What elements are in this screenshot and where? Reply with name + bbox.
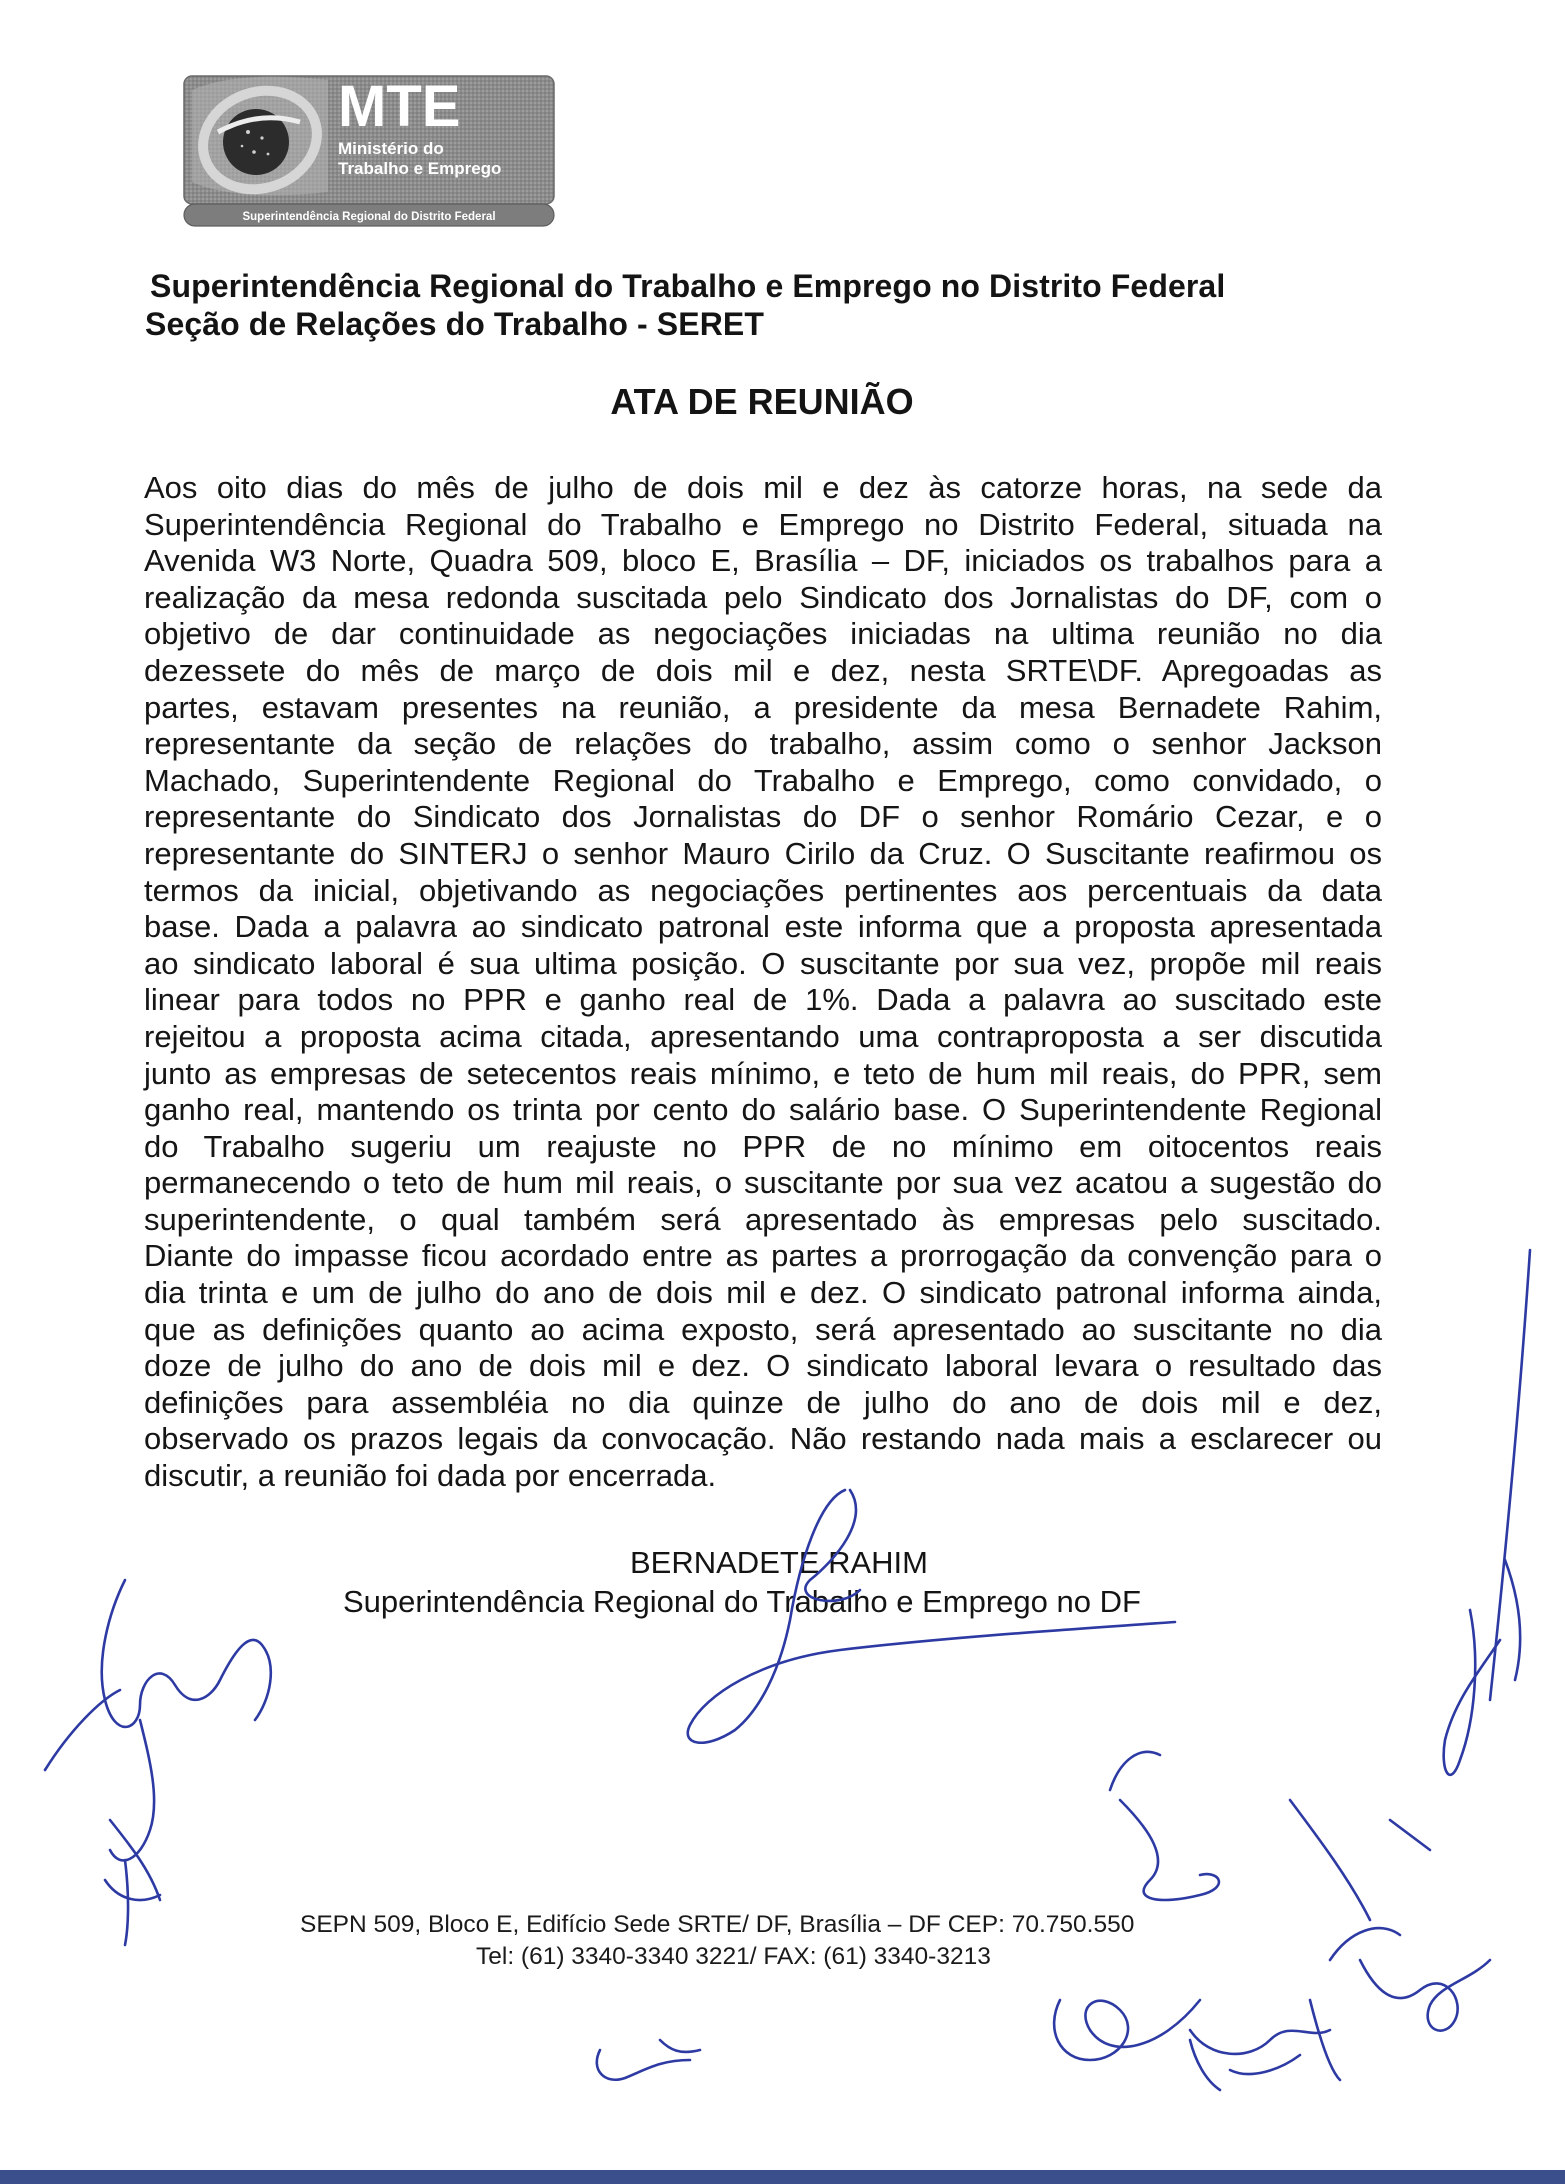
body-line: doze de julho do ano de dois mil e dez. O sindicato laboral levara o resultado das xyxy=(144,1348,1382,1384)
body-line: dia trinta e um de julho do ano de dois mil e dez. O sindicato patronal informa ainda, xyxy=(144,1275,1382,1311)
body-line: dezessete do mês de março de dois mil e dez, nesta SRTE\DF. Apregoadas as xyxy=(144,652,1382,688)
body-line: ao sindicato laboral é sua ultima posição. O suscitante por sua vez, propõe mil reais xyxy=(144,945,1382,981)
body-line: superintendente, o qual também será apresentado às empresas pelo suscitado. xyxy=(144,1201,1382,1237)
signatory-name: BERNADETE RAHIM xyxy=(630,1545,928,1580)
header-section-name: Seção de Relações do Trabalho - SERET xyxy=(145,306,764,342)
logo-name-line1: Ministério do xyxy=(338,139,444,158)
body-line: Avenida W3 Norte, Quadra 509, bloco E, Brasília – DF, iniciados os trabalhos para a xyxy=(144,543,1382,579)
signature-bottom-4 xyxy=(1190,2040,1300,2090)
body-line: ganho real, mantendo os trinta por cento do salário base. O Superintendente Regional xyxy=(144,1092,1382,1128)
body-line: partes, estavam presentes na reunião, a presidente da mesa Bernadete Rahim, xyxy=(144,689,1382,725)
minutes-body xyxy=(144,470,1382,1495)
body-line: do Trabalho sugeriu um reajuste no PPR de no mínimo em oitocentos reais xyxy=(144,1128,1382,1164)
body-line: realização da mesa redonda suscitada pelo Sindicato dos Jornalistas do DF, com o xyxy=(144,579,1382,615)
body-line: objetivo de dar continuidade as negociações iniciadas na ultima reunião no dia xyxy=(144,616,1382,652)
body-line: linear para todos no PPR e ganho real de 1%. Dada a palavra ao suscitado este xyxy=(144,982,1382,1018)
body-line: representante do SINTERJ o senhor Mauro Cirilo da Cruz. O Suscitante reafirmou os xyxy=(144,835,1382,871)
signatory-role: Superintendência Regional do Trabalho e Emprego no DF xyxy=(343,1584,1141,1619)
signature-left-3 xyxy=(105,1820,160,1945)
signature-bottom-3 xyxy=(1360,1960,1490,2031)
footer-contact: Tel: (61) 3340-3340 3221/ FAX: (61) 3340-3213 xyxy=(476,1943,991,1970)
signature-right-tall xyxy=(1444,1250,1530,1775)
document-title: ATA DE REUNIÃO xyxy=(610,381,914,422)
body-line: rejeitou a proposta acima citada, apresentando uma contraproposta a ser discutida xyxy=(144,1018,1382,1054)
signature-left-1 xyxy=(102,1580,271,1727)
body-line: observado os prazos legais da convocação. Não restando nada mais a esclarecer ou xyxy=(144,1421,1382,1457)
signature-bottom-2 xyxy=(1190,2000,1340,2080)
body-line: discutir, a reunião foi dada por encerrada. xyxy=(144,1458,717,1494)
page-bottom-bar xyxy=(0,2170,1565,2184)
body-line: Machado, Superintendente Regional do Trabalho e Emprego, como convidado, o xyxy=(144,762,1382,798)
logo-unit-banner: Superintendência Regional do Distrito Federal xyxy=(242,211,496,223)
signature-right-mid-2 xyxy=(1290,1800,1400,1960)
body-line: Aos oito dias do mês de julho de dois mil e dez às catorze horas, na sede da xyxy=(144,470,1382,505)
signature-bottom-1 xyxy=(1054,2000,1200,2060)
body-line: Diante do impasse ficou acordado entre as partes a prorrogação da convenção para o xyxy=(144,1238,1382,1274)
body-line: representante do Sindicato dos Jornalistas do DF o senhor Romário Cezar, e o xyxy=(144,799,1382,835)
logo-acronym: MTE xyxy=(338,74,461,139)
body-line: permanecendo o teto de hum mil reais, o suscitante por sua vez acatou a sugestão do xyxy=(144,1165,1382,1201)
body-line: que as definições quanto ao acima exposto, será apresentado ao suscitante no dia xyxy=(144,1311,1382,1347)
body-line: termos da inicial, objetivando as negociações pertinentes aos percentuais da data xyxy=(144,872,1382,908)
signature-right-2 xyxy=(1390,1560,1520,1850)
mte-logo xyxy=(178,62,560,237)
body-line: definições para assembléia no dia quinze de julho do ano de dois mil e dez, xyxy=(144,1384,1382,1420)
body-line: base. Dada a palavra ao sindicato patronal este informa que a proposta apresentada xyxy=(144,909,1382,945)
body-line: junto as empresas de setecentos reais mínimo, e teto de hum mil reais, do PPR, sem xyxy=(144,1055,1382,1091)
body-line: Superintendência Regional do Trabalho e Emprego no Distrito Federal, situada na xyxy=(144,506,1382,542)
body-line: representante da seção de relações do trabalho, assim como o senhor Jackson xyxy=(144,726,1382,762)
signature-left-2 xyxy=(45,1690,154,1860)
footer-address: SEPN 509, Bloco E, Edifício Sede SRTE/ DF, Brasília – DF CEP: 70.750.550 xyxy=(300,1911,1135,1938)
signature-right-mid xyxy=(1110,1752,1219,1900)
signature-bottom-left xyxy=(597,2040,700,2080)
logo-name-line2: Trabalho e Emprego xyxy=(338,159,502,178)
header-org-name: Superintendência Regional do Trabalho e Emprego no Distrito Federal xyxy=(150,268,1226,304)
